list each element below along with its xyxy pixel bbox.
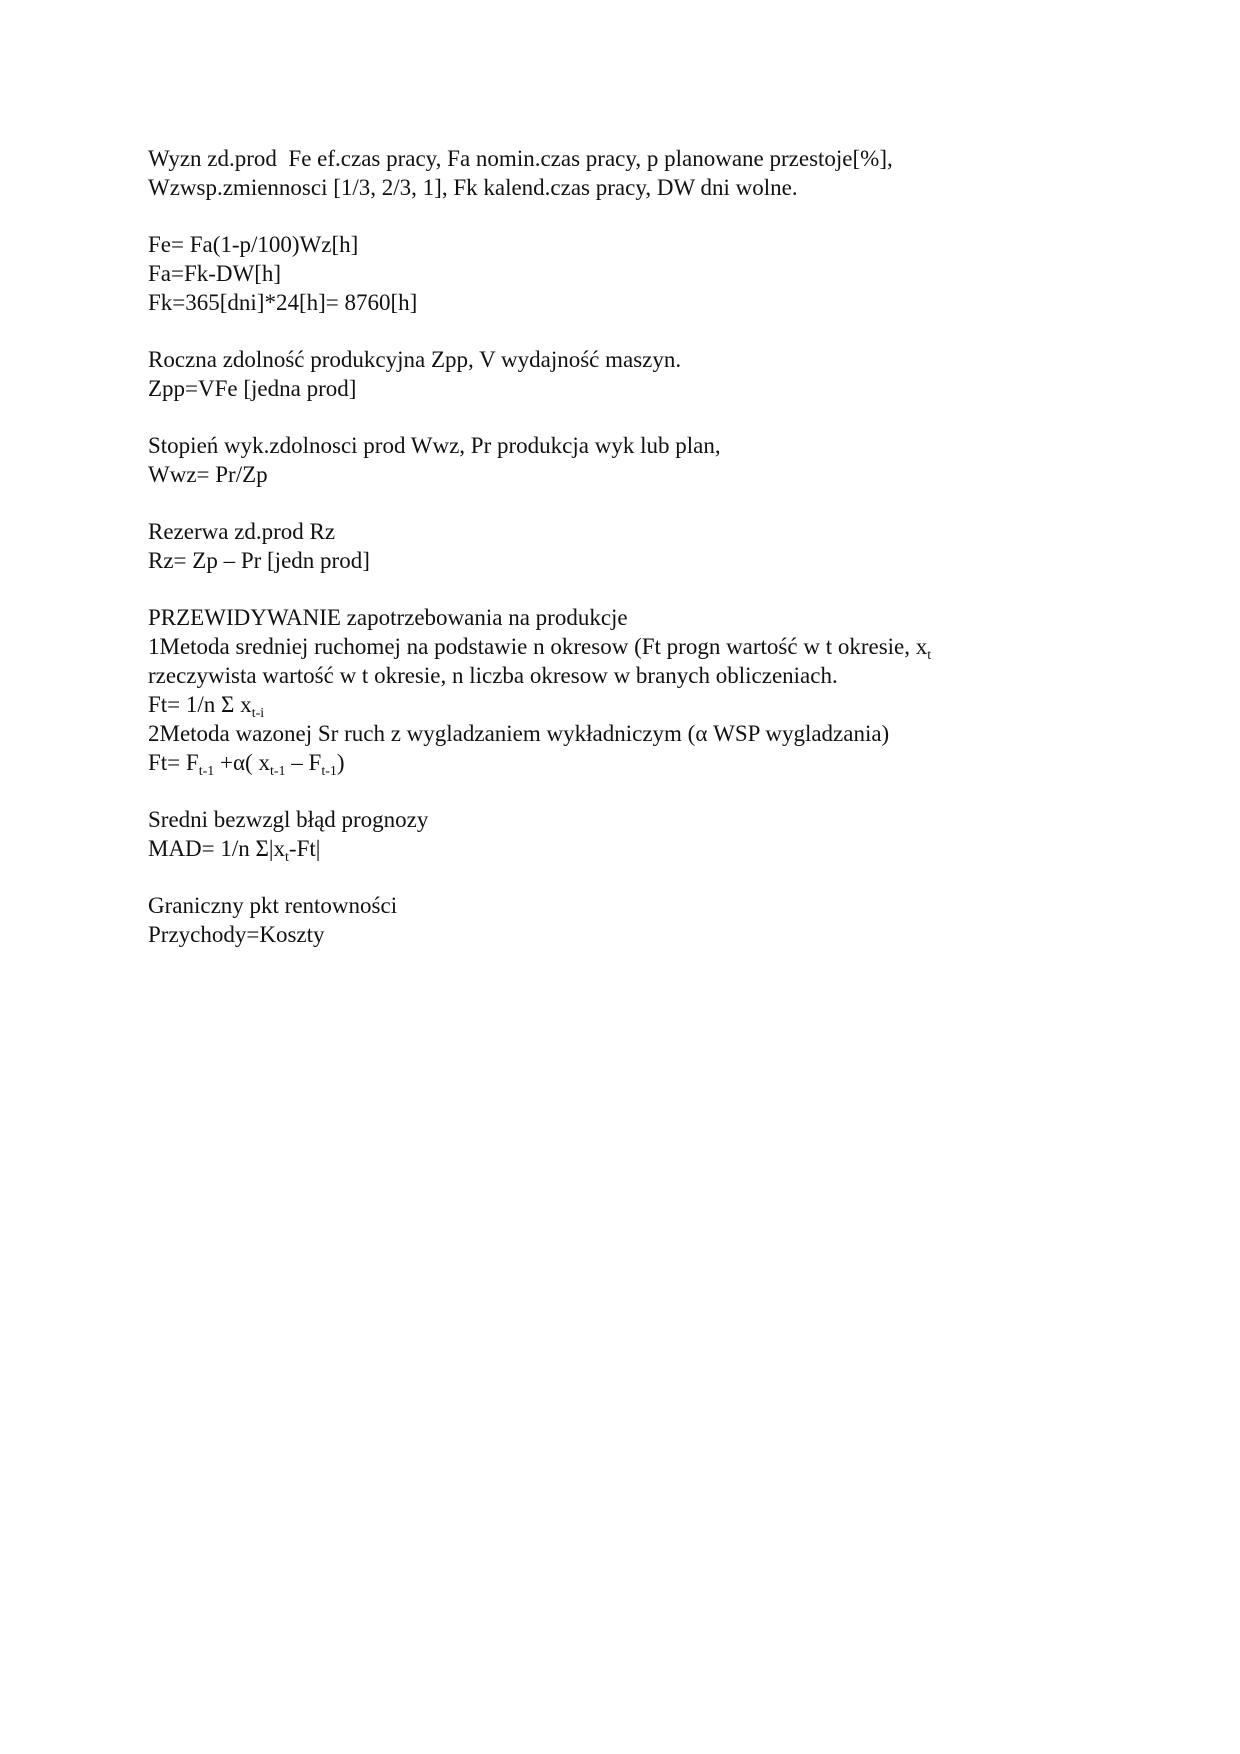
subscript: t [285,850,289,865]
blank-line [148,317,1108,345]
heading-graniczny-pkt: Graniczny pkt rentowności [148,893,398,918]
formula-fa: Fa=Fk-DW[h] [148,261,282,286]
formula-fe: Fe= Fa(1-p/100)Wz[h] [148,232,359,257]
text-fragment: 1Metoda sredniej ruchomej na podstawie n okresow (Ft progn wartość w t okresie, x [148,634,928,659]
heading-stopien-wyk: Stopień wyk.zdolnosci prod Wwz, Pr produkcja wyk lub plan, [148,433,721,458]
text-line-intro-1: Wyzn zd.prod Fe ef.czas pracy, Fa nomin.czas pracy, p planowane przestoje[%], [148,146,893,171]
text-fragment: – F [285,750,322,775]
blank-line [148,575,1108,603]
text-fragment: Ft= 1/n Σ x [148,692,252,717]
blank-line [148,202,1108,230]
formula-przychody-koszty: Przychody=Koszty [148,922,325,947]
formula-ft-smoothing [148,748,1108,777]
text-fragment: -Ft| [288,836,321,861]
blank-line [148,863,1108,891]
subscript: t-i [251,706,265,721]
text-line-intro-2: Wzwsp.zmiennosci [1/3, 2/3, 1], Fk kalend.czas pracy, DW dni wolne. [148,175,798,200]
text-metoda-sredniej-1 [148,632,1108,661]
document-body [148,144,1108,949]
formula-fk: Fk=365[dni]*24[h]= 8760[h] [148,290,418,315]
heading-sredni-blad: Sredni bezwzgl błąd prognozy [148,807,429,832]
formula-wwz: Wwz= Pr/Zp [148,462,268,487]
blank-line [148,403,1108,431]
text-fragment: Ft= F [148,750,199,775]
text-fragment: MAD= 1/n Σ|x [148,836,286,861]
formula-zpp: Zpp=VFe [jedna prod] [148,376,357,401]
blank-line [148,489,1108,517]
subscript: t [927,648,932,663]
text-fragment: ) [336,750,345,775]
formula-rz: Rz= Zp – Pr [jedn prod] [148,548,370,573]
formula-mad [148,834,1108,863]
text-metoda-wazonej: 2Metoda wazonej Sr ruch z wygladzaniem wykładniczym (α WSP wygladzania) [148,721,890,746]
subscript: t-1 [321,764,337,779]
blank-line [148,777,1108,805]
formula-ft-average [148,690,1108,719]
heading-rezerwa: Rezerwa zd.prod Rz [148,519,336,544]
heading-przewidywanie: PRZEWIDYWANIE zapotrzebowania na produkcje [148,605,628,630]
subscript: t-1 [198,764,215,779]
subscript: t-1 [269,764,286,779]
text-metoda-sredniej-2: rzeczywista wartość w t okresie, n liczba okresow w branych obliczeniach. [148,663,838,688]
text-fragment: +α( x [214,750,270,775]
heading-roczna-zdolnosc: Roczna zdolność produkcyjna Zpp, V wydajność maszyn. [148,347,682,372]
